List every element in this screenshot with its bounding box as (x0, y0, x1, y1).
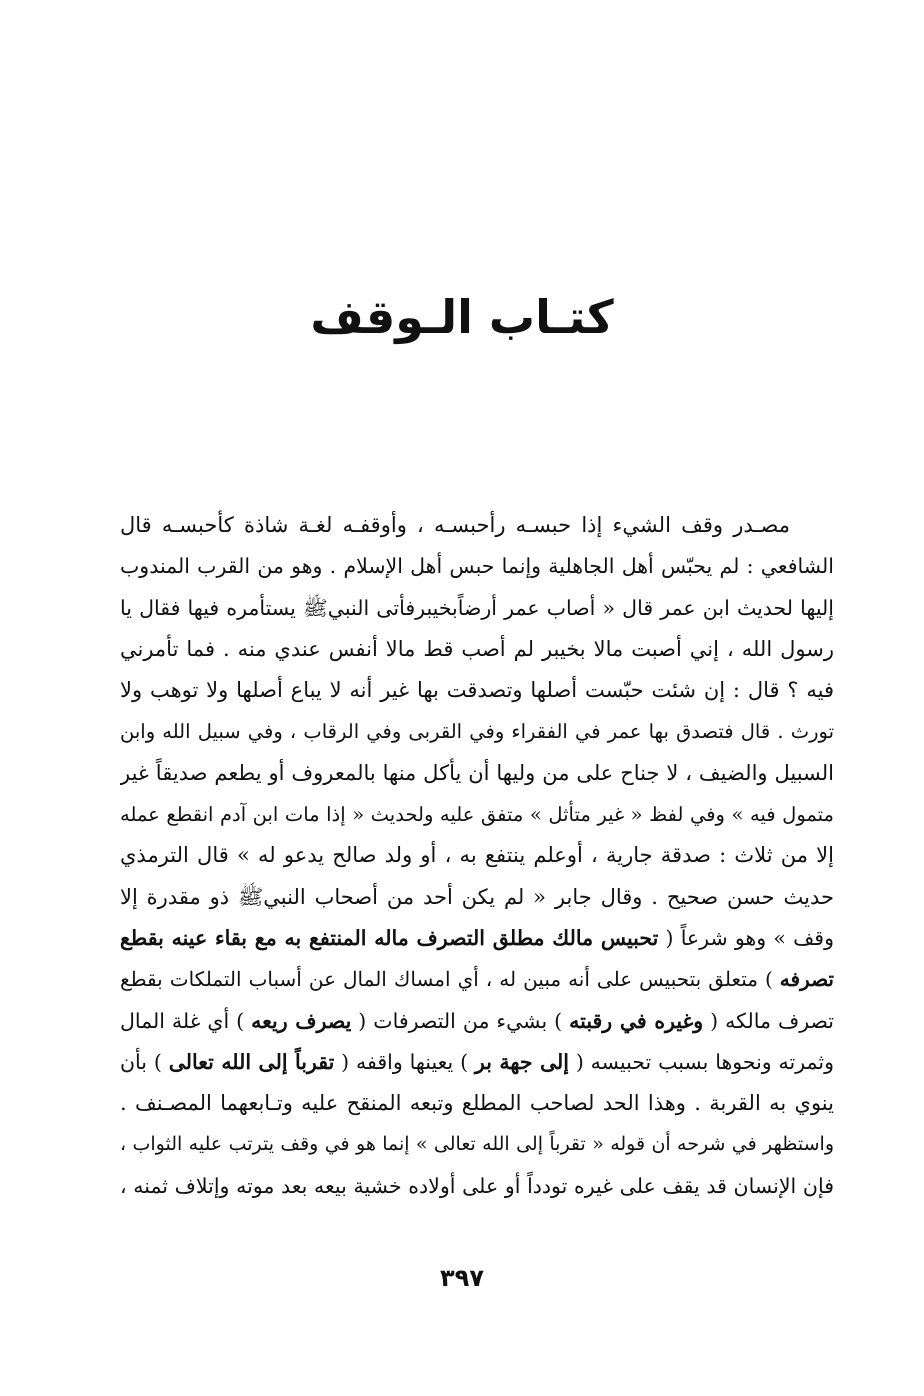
text-segment: وثمرته ونحوها بسبب تحبيسه ( (568, 1049, 834, 1074)
bold-term: يصرف ريعه (251, 1008, 352, 1033)
text-line (120, 588, 834, 629)
text-segment: ) يعينها واقفه ( (334, 1049, 475, 1074)
text-segment: ) بشيء من التصرفات ( (351, 1008, 570, 1033)
text-segment: السبيل والضيف ، لا جناح على من وليها أن يأكل منها بالمعروف أو يطعم صديقاً غير (120, 760, 834, 785)
text-segment: ) متعلق بتحبيس على أنه مبين له ، أي امساك المال عن أسباب التملكات بقطع (120, 967, 780, 992)
text-line (120, 505, 834, 546)
page-number: ٣٩٧ (440, 1264, 484, 1292)
text-segment: إليها لحديث ابن عمر قال « أصاب عمر أرضاًبخيبرفأتى النبيﷺ يستأمره فيها فقال يا (120, 595, 834, 620)
text-line (120, 1083, 834, 1124)
bold-term: تصرفه (779, 967, 834, 992)
text-segment: متمول فيه » وفي لفظ « غير متأثل » متفق عليه ولحديث « إذا مات ابن آدم انقطع عمله (120, 803, 834, 827)
text-line (120, 670, 834, 711)
bold-term: إلى جهة بر (474, 1049, 569, 1074)
text-line (120, 753, 834, 794)
text-segment: ) بأن (120, 1049, 169, 1074)
chapter-title: كتـاب الـوقف (310, 290, 614, 344)
text-line (120, 1124, 834, 1165)
text-segment: مصـدر وقف الشيء إذا حبسـه رأحبسـه ، وأوقفـه لغـة شاذة كأحبسـه قال (120, 513, 790, 537)
text-segment: تصرف مالكه ( (703, 1008, 834, 1033)
text-line (120, 877, 834, 918)
text-segment: واستظهر في شرحه أن قوله « تقرباً إلى الله تعالى » إنما هو في وقف يترتب عليه الثواب ، (120, 1133, 834, 1156)
text-segment: فيه ؟ قال : إن شئت حبّست أصلها وتصدقت بها غير أنه لا يباع أصلها ولا توهب ولا (120, 678, 834, 703)
text-segment: فإن الإنسان قد يقف على غيره تودداً أو على أولاده خشية بيعه بعد موته وإتلاف ثمنه ، (120, 1173, 834, 1198)
text-segment: ) أي غلة المال (120, 1008, 252, 1033)
text-line (120, 1001, 834, 1042)
text-line (120, 959, 834, 1000)
text-line (120, 918, 834, 959)
text-segment: وقف » وهو شرعاً ( (658, 925, 834, 950)
text-line (120, 794, 834, 835)
text-line (120, 835, 834, 876)
text-segment: حديث حسن صحيح . وقال جابر « لم يكن أحد من أصحاب النبيﷺ ذو مقدرة إلا (120, 884, 834, 909)
text-segment: إلا من ثلاث : صدقة جارية ، أوعلم ينتفع به ، أو ولد صالح يدعو له » قال الترمذي (120, 843, 834, 868)
text-line (120, 1042, 834, 1083)
text-line (120, 1166, 834, 1207)
text-line (120, 629, 834, 670)
text-segment: رسول الله ، إني أصبت مالا بخيبر لم أصب قط مالا أنفس عندي منه . فما تأمرني (120, 636, 834, 661)
bold-term: تحبيس مالك مطلق التصرف ماله المنتفع به مع بقاء عينه بقطع (120, 925, 659, 950)
body-paragraph (120, 505, 834, 1207)
text-segment: ينوي به القربة . وهذا الحد لصاحب المطلع وتبعه المنقح عليه وتـابعهما المصـنف . (120, 1091, 834, 1116)
text-line (120, 546, 834, 587)
bold-term: وغيره في رقبته (569, 1008, 704, 1033)
text-segment: الشافعي : لم يحبّس أهل الجاهلية وإنما حبس أهل الإسلام . وهو من القرب المندوب (120, 554, 834, 579)
bold-term: تقرباً إلى الله تعالى (168, 1049, 335, 1074)
text-segment: تورث . قال فتصدق بها عمر في الفقراء وفي القربى وفي الرقاب ، وفي سبيل الله وابن (120, 720, 834, 744)
text-line (120, 711, 834, 752)
